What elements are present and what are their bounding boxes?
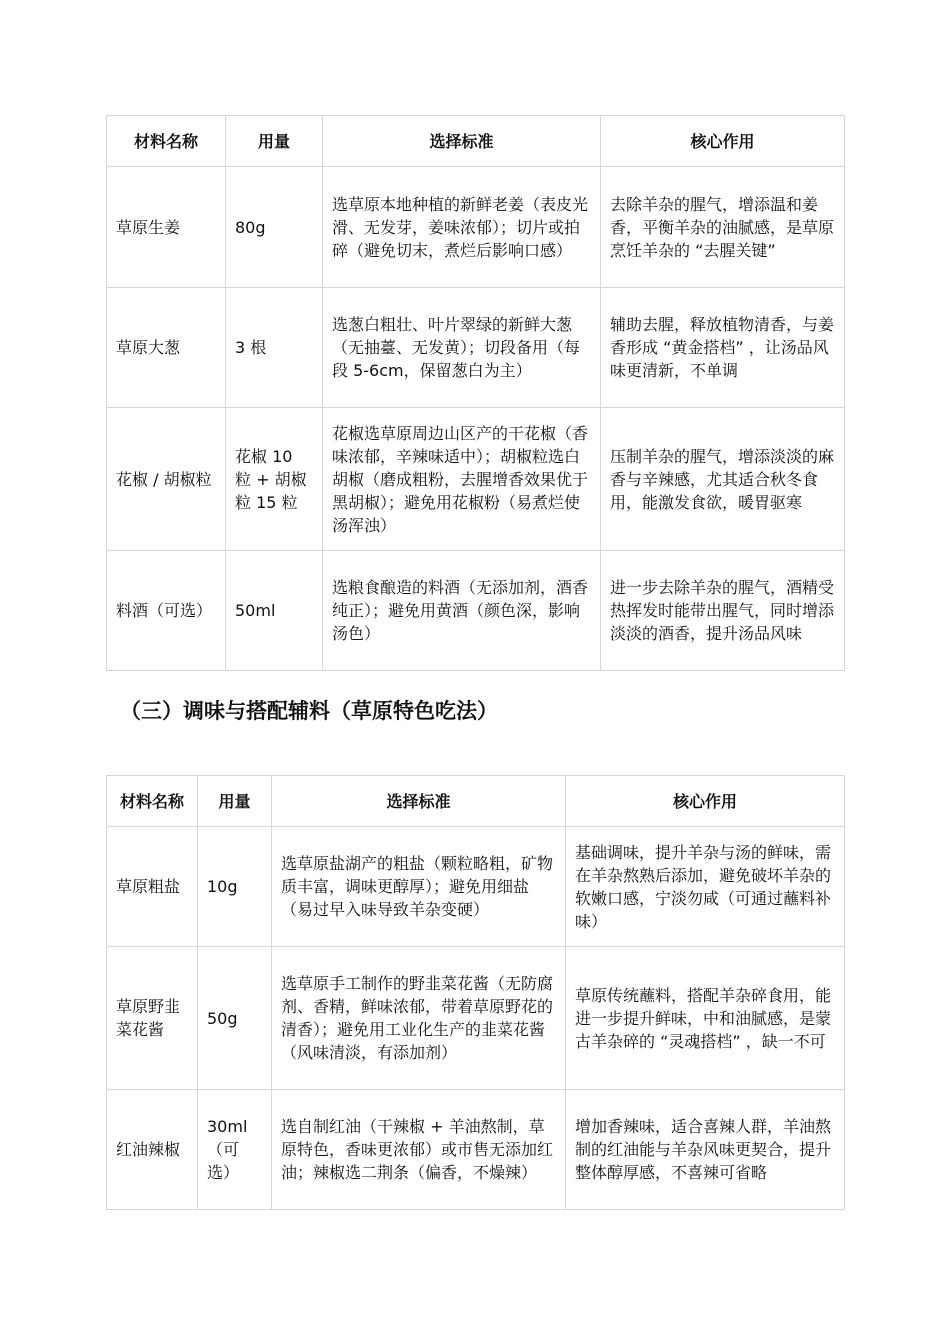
function-cell: 压制羊杂的腥气，增添淡淡的麻香与辛辣感，尤其适合秋冬食用，能激发食欲，暖胃驱寒 [601, 408, 845, 551]
column-header-amount: 用量 [198, 776, 272, 827]
amount-cell: 80g [226, 167, 323, 288]
material-name-cell: 草原生姜 [107, 167, 226, 288]
criteria-cell: 选草原盐湖产的粗盐（颗粒略粗，矿物质丰富，调味更醇厚）；避免用细盐（易过早入味导致羊杂变硬） [272, 827, 566, 947]
section-heading: （三）调味与搭配辅料（草原特色吃法） [120, 699, 498, 723]
column-header-criteria: 选择标准 [272, 776, 566, 827]
criteria-cell: 选草原手工制作的野韭菜花酱（无防腐剂、香精，鲜味浓郁，带着草原野花的清香）；避免用工业化生产的韭菜花酱（风味清淡，有添加剂） [272, 947, 566, 1090]
table-row [107, 551, 845, 671]
column-header-criteria: 选择标准 [323, 116, 601, 167]
criteria-cell: 选草原本地种植的新鲜老姜（表皮光滑、无发芽，姜味浓郁）；切片或拍碎（避免切末，煮烂后影响口感） [323, 167, 601, 288]
criteria-cell: 选自制红油（干辣椒 + 羊油熬制，草原特色，香味更浓郁）或市售无添加红油；辣椒选二荆条（偏香，不燥辣） [272, 1090, 566, 1210]
criteria-cell: 花椒选草原周边山区产的干花椒（香味浓郁，辛辣味适中）；胡椒粒选白胡椒（磨成粗粉，去腥增香效果优于黑胡椒）；避免用花椒粉（易煮烂使汤浑浊） [323, 408, 601, 551]
column-header-amount: 用量 [226, 116, 323, 167]
table-row [107, 947, 845, 1090]
function-cell: 草原传统蘸料，搭配羊杂碎食用，能进一步提升鲜味，中和油腻感，是蒙古羊杂碎的 “灵魂搭档” ，缺一不可 [566, 947, 845, 1090]
auxiliary-ingredients-table [106, 115, 845, 671]
amount-cell: 花椒 10 粒 + 胡椒粒 15 粒 [226, 408, 323, 551]
column-header-material: 材料名称 [107, 116, 226, 167]
table-row [107, 408, 845, 551]
material-name-cell: 草原大葱 [107, 288, 226, 408]
material-name-cell: 红油辣椒 [107, 1090, 198, 1210]
function-cell: 辅助去腥，释放植物清香，与姜香形成 “黄金搭档” ，让汤品风味更清新，不单调 [601, 288, 845, 408]
table-row [107, 827, 845, 947]
column-header-function: 核心作用 [601, 116, 845, 167]
material-name-cell: 草原粗盐 [107, 827, 198, 947]
table-header-row [107, 776, 845, 827]
amount-cell: 50ml [226, 551, 323, 671]
amount-cell: 30ml（可选） [198, 1090, 272, 1210]
amount-cell: 50g [198, 947, 272, 1090]
function-cell: 增加香辣味，适合喜辣人群，羊油熬制的红油能与羊杂风味更契合，提升整体醇厚感，不喜辣可省略 [566, 1090, 845, 1210]
function-cell: 进一步去除羊杂的腥气，酒精受热挥发时能带出腥气，同时增添淡淡的酒香，提升汤品风味 [601, 551, 845, 671]
material-name-cell: 花椒 / 胡椒粒 [107, 408, 226, 551]
column-header-function: 核心作用 [566, 776, 845, 827]
material-name-cell: 草原野韭菜花酱 [107, 947, 198, 1090]
amount-cell: 10g [198, 827, 272, 947]
table-row [107, 288, 845, 408]
function-cell: 基础调味，提升羊杂与汤的鲜味，需在羊杂熬熟后添加，避免破坏羊杂的软嫩口感，宁淡勿咸（可通过蘸料补味） [566, 827, 845, 947]
table-row [107, 1090, 845, 1210]
material-name-cell: 料酒（可选） [107, 551, 226, 671]
seasoning-table [106, 775, 845, 1210]
criteria-cell: 选葱白粗壮、叶片翠绿的新鲜大葱（无抽薹、无发黄）；切段备用（每段 5-6cm，保留葱白为主） [323, 288, 601, 408]
table-row [107, 167, 845, 288]
criteria-cell: 选粮食酿造的料酒（无添加剂，酒香纯正）；避免用黄酒（颜色深，影响汤色） [323, 551, 601, 671]
table-header-row [107, 116, 845, 167]
function-cell: 去除羊杂的腥气，增添温和姜香，平衡羊杂的油腻感，是草原烹饪羊杂的 “去腥关键” [601, 167, 845, 288]
column-header-material: 材料名称 [107, 776, 198, 827]
amount-cell: 3 根 [226, 288, 323, 408]
